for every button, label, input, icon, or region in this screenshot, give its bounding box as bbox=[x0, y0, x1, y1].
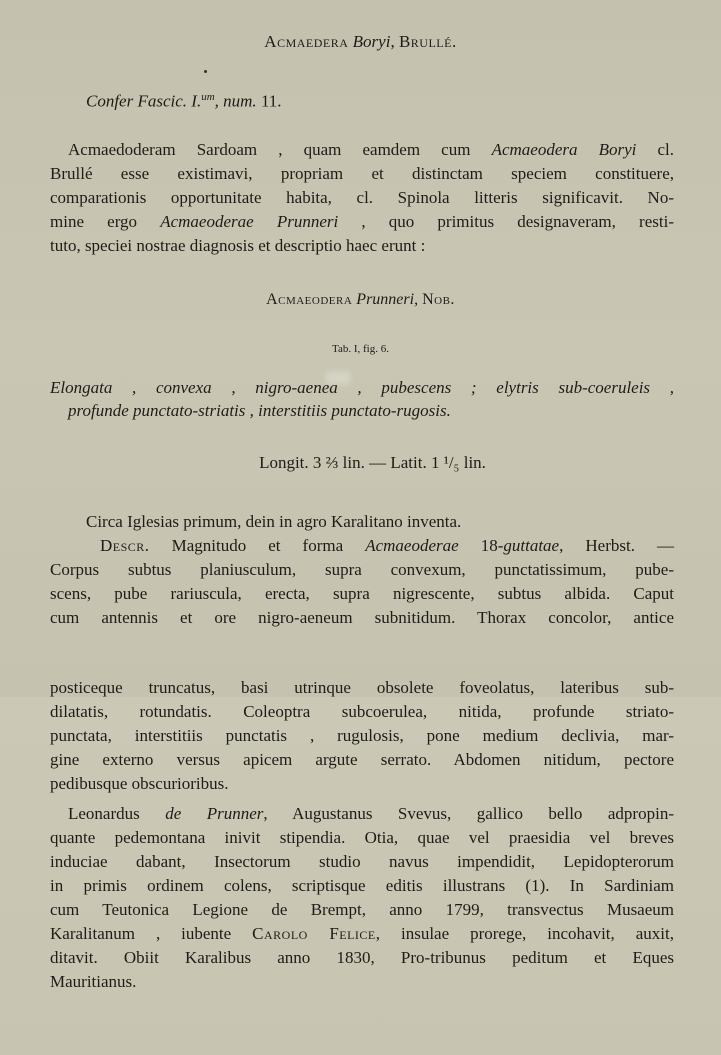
text-line: Corpus subtus planiusculum, supra convexum, punctatissimum, pube- bbox=[50, 560, 674, 579]
text-line: scens, pube rariuscula, erecta, supra nigrescente, subtus albida. Caput bbox=[50, 584, 674, 603]
author-name: Brullé. bbox=[398, 32, 457, 51]
text-line: mine ergo Acmaeoderae Prunneri , quo primitus designaveram, resti- bbox=[50, 212, 674, 231]
heading-acmaeodera-boryi: Acmaedera Boryi, Brullé. bbox=[264, 32, 457, 51]
text-line: Karalitanum , iubente Carolo Felice, insulae prorege, incohavit, auxit, bbox=[50, 924, 674, 943]
text-line: pedibusque obscurioribus. bbox=[50, 774, 229, 793]
diagnosis-line: Elongata , convexa , nigro-aenea , pubescens ; elytris sub-coeruleis , bbox=[50, 378, 674, 397]
text-line: punctata, interstitiis punctatis , rugulosis, pone medium declivia, mar- bbox=[50, 726, 674, 745]
text-line: Mauritianus. bbox=[50, 972, 137, 991]
text-line: posticeque truncatus, basi utrinque obsolete foveolatus, lateribus sub- bbox=[50, 678, 674, 697]
text-line: Leonardus de Prunner, Augustanus Svevus, gallico bello adpropin- bbox=[68, 804, 674, 823]
text-line: quante pedemontana inivit stipendia. Otia, quae vel praesidia vel breves bbox=[50, 828, 674, 847]
confer-line: Confer Fascic. I.$^{um}$, num. 11. bbox=[86, 91, 282, 111]
heading-acmaeodera-prunneri: Acmaeodera Prunneri, Nob. bbox=[266, 291, 455, 308]
genus-name: Acmaedera bbox=[264, 32, 349, 51]
diagnosis-line: profunde punctato-striatis , interstitiis punctato-rugosis. bbox=[68, 401, 451, 420]
text-line: cum Teutonica Legione de Brempt, anno 1799, transvectus Musaeum bbox=[50, 900, 674, 919]
text-line: Brullé esse existimavi, propriam et distinctam speciem constituere, bbox=[50, 164, 674, 183]
text-line: dilatatis, rotundatis. Coleoptra subcoerulea, nitida, profunde striato- bbox=[50, 702, 674, 721]
text-line: in primis ordinem colens, scriptisque editis illustrans (1). In Sardiniam bbox=[50, 876, 674, 895]
plate-reference: Tab. I, fig. 6. bbox=[332, 343, 389, 355]
text-line: tuto, speciei nostrae diagnosis et descriptio haec erunt : bbox=[50, 236, 426, 255]
text-line: comparationis opportunitate habita, cl. Spinola litteris significavit. No- bbox=[50, 188, 674, 207]
ink-speck bbox=[204, 70, 207, 73]
text-line: Descr. Magnitudo et forma Acmaeoderae 18-guttatae, Herbst. — bbox=[100, 536, 675, 555]
measurements: Longit. 3 ⅔ lin. — Latit. 1 ¹/₅ lin. bbox=[259, 453, 486, 472]
text-line: ditavit. Obiit Karalibus anno 1830, Pro-tribunus peditum et Eques bbox=[50, 948, 674, 967]
text-line: Acmaedoderam Sardoam , quam eamdem cum Acmaeodera Boryi cl. bbox=[68, 140, 674, 159]
text-line: induciae dabant, Insectorum studio navus impendidit, Lepidopterorum bbox=[50, 852, 674, 871]
locality: Circa Iglesias primum, dein in agro Karalitano inventa. bbox=[86, 512, 462, 531]
text-line: cum antennis et ore nigro-aeneum subnitidum. Thorax concolor, antice bbox=[50, 608, 674, 627]
species-name: Boryi bbox=[352, 32, 391, 51]
text-line: gine externo versus apicem argute serrato. Abdomen nitidum, pectore bbox=[50, 750, 674, 769]
